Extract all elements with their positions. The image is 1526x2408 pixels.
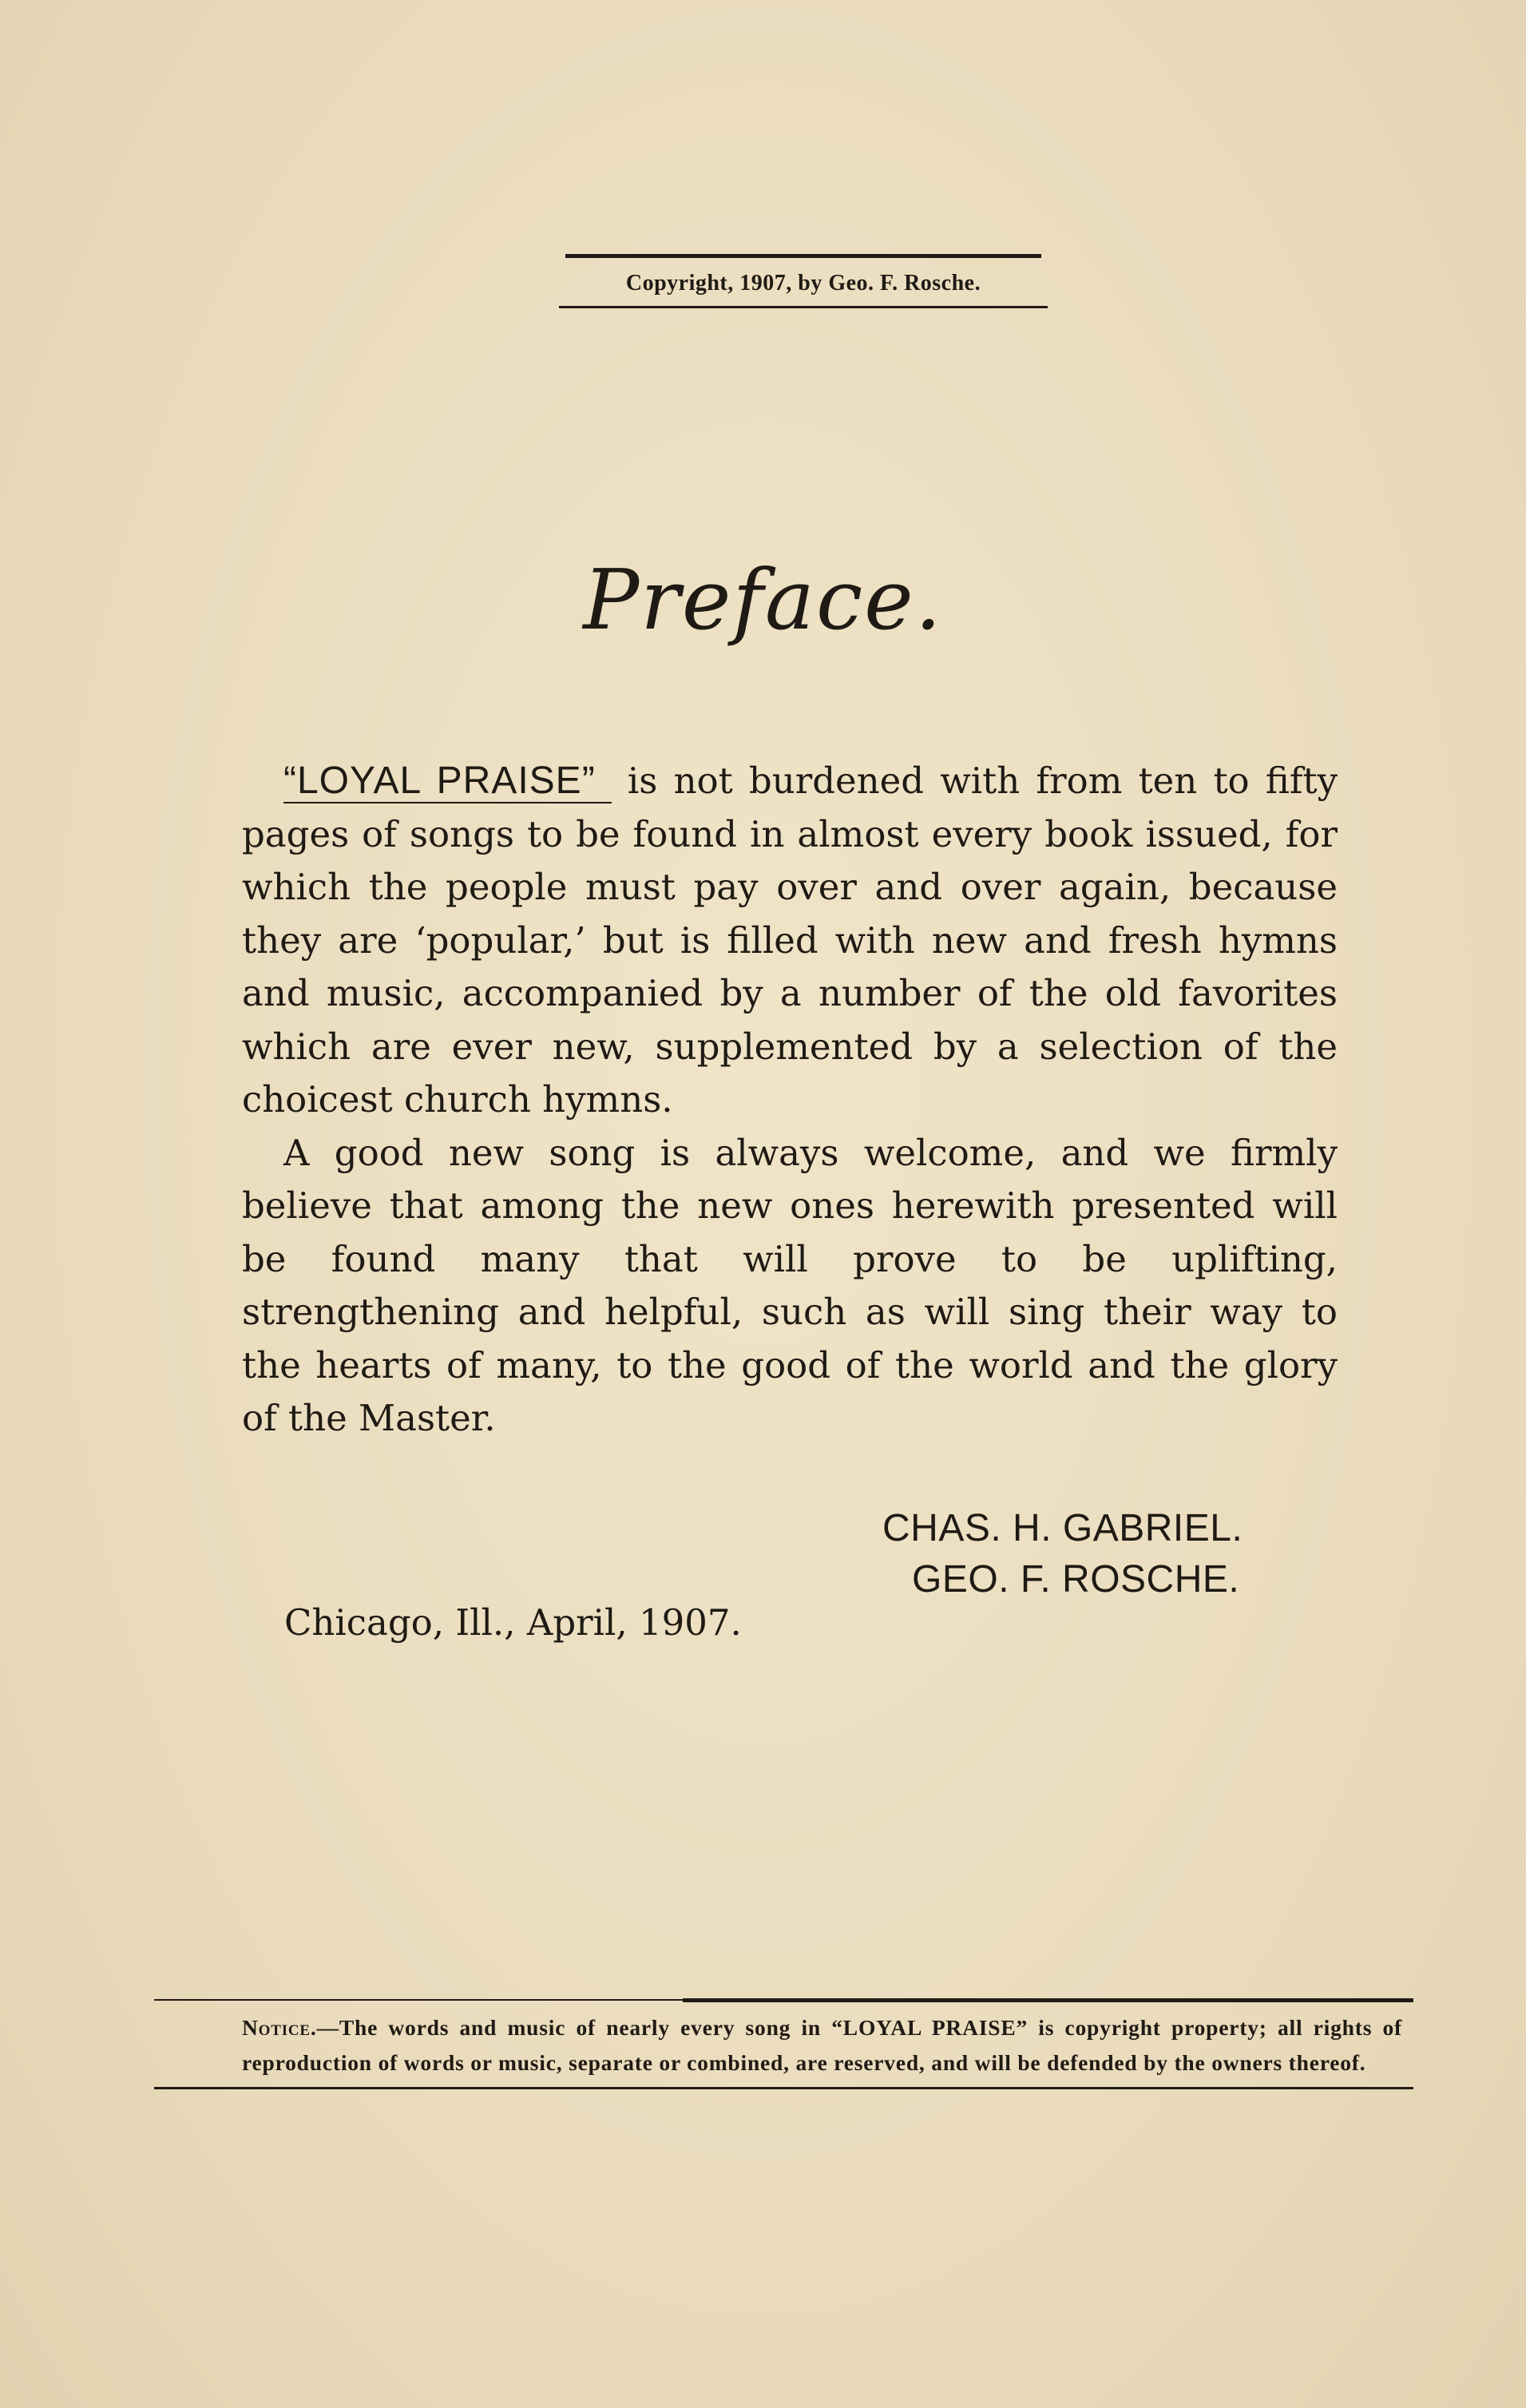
copyright-rule-bottom bbox=[559, 306, 1048, 308]
copyright-block bbox=[559, 254, 1048, 308]
notice-lead: Notice. bbox=[242, 2015, 317, 2040]
book-name: “LOYAL PRAISE” bbox=[283, 760, 612, 803]
copyright-notice: Copyright, 1907, by Geo. F. Rosche. bbox=[625, 271, 981, 296]
notice-block bbox=[154, 1998, 1413, 2089]
paragraph-1-text: is not burdened with from ten to fifty pages of songs to be found in almost every book issued, for which the people must pay over and over again, because they are ‘popular,’ but is filled with new and fresh hymns and music, accompanied by a number of the old favorites which are ever new, supplemented by a selection of the choicest church hymns. bbox=[242, 760, 1338, 1121]
preface-paragraph-1 bbox=[242, 755, 1338, 1127]
notice-rule-bottom bbox=[154, 2087, 1413, 2089]
preface-paragraph-2: A good new song is always welcome, and we firmly believe that among the new ones herewith presented will be found many that will prove to be uplifting, strengthening and helpful, such as will sing their way to the hearts of many, to the good of the world and the glory of the Master. bbox=[242, 1131, 1338, 1439]
notice-text bbox=[154, 2001, 1413, 2087]
preface-body bbox=[242, 755, 1338, 1446]
page-title: Preface. bbox=[583, 551, 943, 649]
signature-gabriel: CHAS. H. GABRIEL. bbox=[882, 1507, 1243, 1549]
dateline: Chicago, Ill., April, 1907. bbox=[284, 1601, 742, 1644]
notice-body: —The words and music of nearly every song in “LOYAL PRAISE” is copyright property; all rights of reproduction of words or music, separate or combined, are reserved, and will be defended by the owners thereof. bbox=[242, 2015, 1402, 2075]
signature-rosche: GEO. F. ROSCHE. bbox=[912, 1558, 1240, 1601]
